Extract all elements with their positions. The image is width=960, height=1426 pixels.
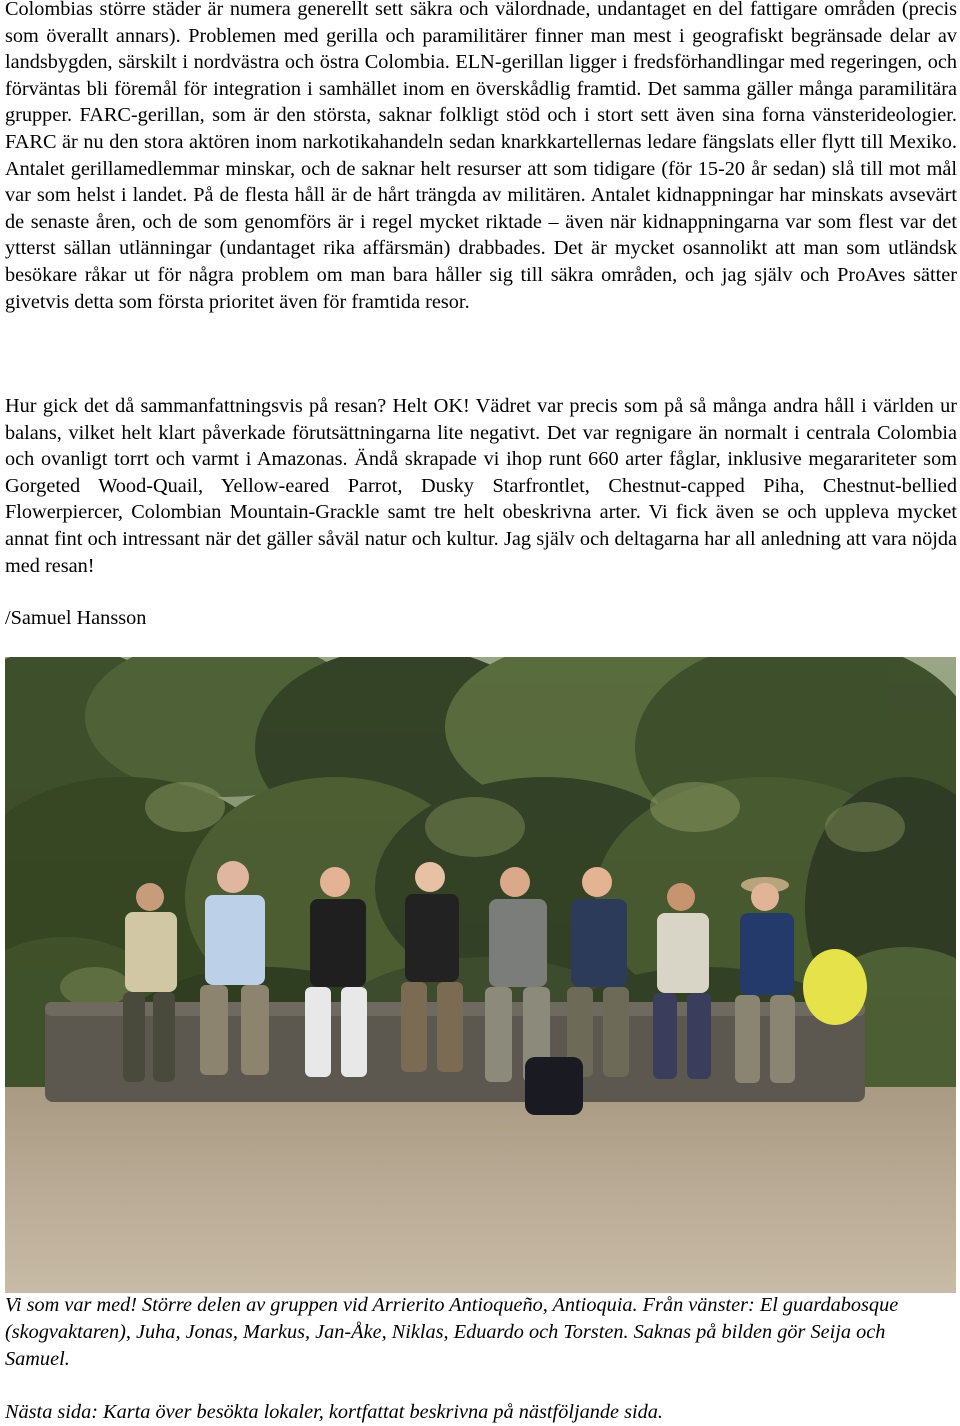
group-photo <box>5 657 956 1293</box>
group-photo-illustration <box>5 657 956 1293</box>
dirt-road <box>5 1087 956 1293</box>
author-signature: /Samuel Hansson <box>5 607 147 629</box>
backpack <box>525 1057 583 1115</box>
next-page-note: Nästa sida: Karta över besökta lokaler, kortfattat beskrivna på nästföljande sida. <box>5 1401 663 1423</box>
article-paragraph-summary: Hur gick det då sammanfattningsvis på resan? Helt OK! Vädret var precis som på så många andra håll i världen ur balans, vilket helt klart påverkade förutsättningarna lite negativt. Det var regnigare än normalt i centrala Colombia och ovanligt torrt och varmt i Amazonas. Ändå skrapade vi ihop runt 660 arter fåglar, inklusive megarariteter som Gorgeted Wood-Quail, Yellow-eared Parrot, Dusky Starfrontlet, Chestnut-capped Piha, Chestnut-bellied Flowerpiercer, Colombian Mountain-Grackle samt tre helt obeskrivna arter. Vi fick även se och uppleva mycket annat fint och intressant när det gäller såväl natur och kultur. Jag själv och deltagarna har all anledning att vara nöjda med resan! <box>5 395 957 577</box>
article-paragraph-security: Colombias större städer är numera generellt sett säkra och välordnade, undantaget en del fattigare områden (precis som överallt annars). Problemen med gerilla och paramilitärer finner man mest i geografiskt begränsade delar av landsbygden, särskilt i nordvästra och östra Colombia. ELN-gerillan ligger i fredsförhandlingar med regeringen, och förväntas bli föremål för integration i samhället inom en överskådlig framtid. Det samma gäller många paramilitära grupper. FARC-gerillan, som är den största, saknar folkligt stöd och i stort sett även sina forna vänsterideologier. FARC är nu den stora aktören inom narkotikahandeln sedan knarkkartellernas ledare fängslats eller flytt till Mexiko. Antalet gerillamedlemmar minskar, och de saknar helt resurser att som tidigare (för 15-20 år sedan) slå till mot mål var som helst i landet. På de flesta håll är de hårt trängda av militären. Antalet kidnappningar har minskats avsevärt de senaste åren, och de som genomförs är i regel mycket riktade – även när kidnappningarna var som flest var det ytterst sällan utlänningar (undantaget rika affärsmän) drabbades. Det är mycket osannolikt att man som utländsk besökare råkar ut för några problem om man bara håller sig till säkra områden, och jag själv och ProAves sätter givetvis detta som första prioritet även för framtida resor. <box>5 0 957 313</box>
photo-caption: Vi som var med! Större delen av gruppen vid Arrierito Antioqueño, Antioquia. Från vänster: El guardabosque (skogvaktaren), Juha, Jonas, Markus, Jan-Åke, Niklas, Eduardo och Torsten. Saknas på bilden gör Seija och Samuel. <box>5 1294 899 1370</box>
